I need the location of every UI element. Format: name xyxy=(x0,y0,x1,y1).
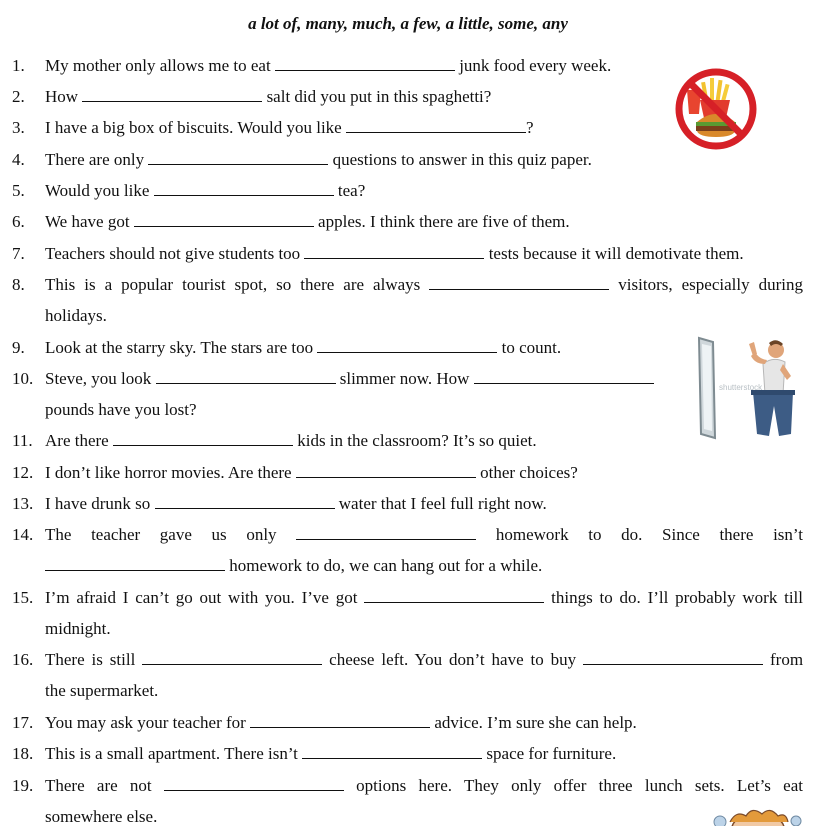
question-1: 1. My mother only allows me to eat junk food every week. xyxy=(12,56,612,75)
answer-blank[interactable] xyxy=(364,588,544,603)
answer-blank[interactable] xyxy=(113,431,293,446)
answer-blank[interactable] xyxy=(296,463,476,478)
question-17: 17. You may ask your teacher for advice. I’m sure she can help. xyxy=(12,713,637,732)
answer-blank[interactable] xyxy=(82,87,262,102)
question-6: 6. We have got apples. I think there are five of them. xyxy=(12,212,570,231)
question-14: 14. The teacher gave us only homework to do. Since there isn’t homework to do, we can hang out for a while. xyxy=(12,525,803,576)
answer-blank[interactable] xyxy=(154,181,334,196)
question-15: 15. I’m afraid I can’t go out with you. I’ve got things to do. I’ll probably work till midnight. xyxy=(12,588,804,639)
question-2: 2. How salt did you put in this spaghetti? xyxy=(12,87,492,106)
answer-blank[interactable] xyxy=(275,56,455,71)
question-5: 5. Would you like tea? xyxy=(12,181,366,200)
answer-blank[interactable] xyxy=(250,713,430,728)
answer-blank[interactable] xyxy=(583,650,763,665)
answer-blank[interactable] xyxy=(45,556,225,571)
question-9: 9. Look at the starry sky. The stars are too to count. xyxy=(12,338,562,357)
answer-blank[interactable] xyxy=(156,369,336,384)
answer-blank[interactable] xyxy=(474,369,654,384)
answer-blank[interactable] xyxy=(296,525,476,540)
answer-blank[interactable] xyxy=(429,275,609,290)
answer-blank[interactable] xyxy=(317,338,497,353)
question-19: 19. There are not options here. They only offer three lunch sets. Let’s eat somewhere else. xyxy=(12,776,803,827)
cartoon-character-icon xyxy=(712,806,802,826)
question-13: 13. I have drunk so water that I feel full right now. xyxy=(12,494,547,513)
question-11: 11. Are there kids in the classroom? It’s so quiet. xyxy=(12,431,537,450)
answer-blank[interactable] xyxy=(155,494,335,509)
question-12: 12. I don’t like horror movies. Are there other choices? xyxy=(12,463,578,482)
answer-blank[interactable] xyxy=(134,212,314,227)
answer-blank[interactable] xyxy=(346,118,526,133)
question-16: 16. There is still cheese left. You don’t have to buy from the supermarket. xyxy=(12,650,804,701)
worksheet-title: a lot of, many, much, a few, a little, some, any xyxy=(248,14,568,33)
question-10: 10. Steve, you look slimmer now. How pounds have you lost? xyxy=(12,363,803,426)
question-8: 8. This is a popular tourist spot, so there are always visitors, especially during holidays. xyxy=(12,275,803,326)
answer-blank[interactable] xyxy=(304,244,484,259)
no-junk-food-icon xyxy=(673,66,759,152)
watermark-text: shutterstock xyxy=(719,383,763,392)
answer-blank[interactable] xyxy=(142,650,322,665)
question-4: 4. There are only questions to answer in this quiz paper. xyxy=(12,150,592,169)
answer-blank[interactable] xyxy=(164,776,344,791)
question-7: 7. Teachers should not give students too tests because it will demotivate them. xyxy=(12,244,744,263)
man-mirror-illustration xyxy=(693,334,805,440)
answer-blank[interactable] xyxy=(302,744,482,759)
question-3: 3. I have a big box of biscuits. Would you like ? xyxy=(12,118,534,137)
answer-blank[interactable] xyxy=(148,150,328,165)
question-18: 18. This is a small apartment. There isn’t space for furniture. xyxy=(12,744,617,763)
